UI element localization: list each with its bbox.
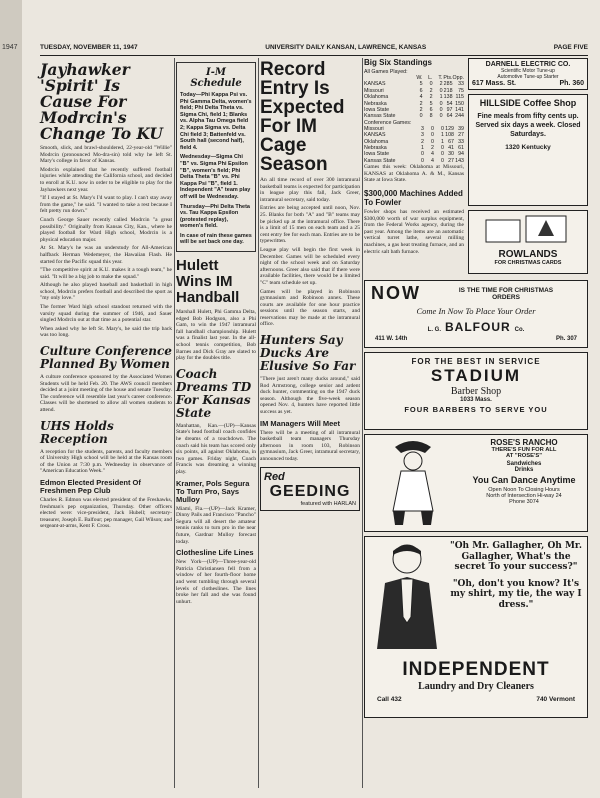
cell: 2 bbox=[431, 145, 434, 152]
schedule-title: I-M Schedule bbox=[190, 67, 242, 89]
cell: 218 bbox=[443, 87, 453, 94]
tie-icon bbox=[401, 579, 413, 623]
schedule-item: In case of rain these games will be set back one day. bbox=[180, 232, 252, 246]
independent-address: 740 Vermont bbox=[536, 696, 575, 703]
cell: 143 bbox=[455, 157, 464, 164]
stadium-name: STADIUM bbox=[430, 366, 522, 385]
col-head: W. bbox=[416, 75, 423, 81]
article-text: Marshall Hulett, Phi Gamma Delta, edged Bob Hodgson, also a Phi Gam, to win the 1947 intramural fall handball championship. Hulett was a finalist last year. In the all-school tennis competition, Bob Barnes and Dick Gray are slated to play for the doubles title. bbox=[176, 309, 256, 362]
right-ads bbox=[468, 58, 588, 278]
cell: 27 bbox=[448, 157, 454, 164]
team-name: Missouri bbox=[364, 87, 384, 94]
article-text: Although he also played baseball and basketball in high school, Modrcin prefers football and described the sport as "my only love." bbox=[40, 282, 172, 302]
cell: 8 bbox=[429, 113, 433, 120]
independent-name: INDEPENDENT bbox=[402, 659, 550, 680]
cell: 115 bbox=[455, 94, 464, 101]
cell: 33 bbox=[458, 81, 464, 88]
team-name: KANSAS bbox=[364, 132, 386, 139]
cell: 3 bbox=[421, 125, 424, 132]
cell: 1 bbox=[441, 138, 444, 145]
cell: 1 bbox=[439, 94, 443, 101]
article-text: Charles R. Edmon was elected president of the Freshawks, freshman's pep organization, Thursday. Other officers elected were: vice-president, Jack Hubell; secretary-treasurer, Joseph E. Balfour; pep manager, Gail Wilson; and sergeant-at-arms, Kent F. Cross. bbox=[40, 496, 172, 530]
column-3 bbox=[260, 58, 360, 511]
schedule-item: Wednesday—Sigma Chi "B" vs. Sigma Phi Epsilon "B", women's field; Phi Delta Theta "B" vs. Phi Kappa Psi "B", field 1. Independent "A" team play off will be Wednesday. bbox=[180, 154, 251, 200]
rowlands-sub: FOR CHRISTMAS CARDS bbox=[494, 260, 562, 266]
team-name: Iowa State bbox=[364, 151, 390, 158]
article-text: "If I stayed at St. Mary's I'd want to play. I can't stay away from the game," he said. "I wanted to take a rest because I felt pretty run down." bbox=[40, 195, 172, 215]
headline-uhs: UHS Holds Reception bbox=[40, 418, 114, 446]
article-text: New York—(UP)—Three-year-old Patricia Christiansen fell from a window of her fourth-floor home and went tumbling through several levels of clotheslines. The lines broke her fall and she was found unhurt. bbox=[176, 559, 256, 605]
headline-hunters: Hunters Say Ducks Are Elusive So Far bbox=[260, 333, 356, 374]
ad-rowlands bbox=[468, 210, 588, 274]
headline-modrcin: Jayhawker 'Spirit' Is Cause For Modrcin's Change To KU bbox=[40, 60, 163, 143]
independent-call: Call 432 bbox=[377, 696, 402, 703]
cell: 75 bbox=[458, 87, 464, 94]
cell: 0 bbox=[421, 157, 424, 164]
roses-item: Drinks bbox=[514, 467, 534, 473]
rowlands-name: ROWLANDS bbox=[498, 249, 558, 260]
cell: 6 bbox=[419, 87, 423, 94]
darnell-name: DARNELL ELECTRIC CO. bbox=[485, 61, 571, 68]
cell: 0 bbox=[419, 113, 423, 120]
team-name: Kansas State bbox=[364, 157, 396, 164]
im-schedule-box bbox=[176, 62, 256, 252]
boots-shape bbox=[393, 511, 433, 525]
cell: 5 bbox=[419, 81, 423, 88]
article-text: League play will begin the first week in December. Games will be scheduled every night of the school week and on Saturday afternoons. Greer also said that if there were available facilities, there would be a limited "C" team schedule set up. bbox=[260, 246, 360, 286]
article-text: Fowler shops has received an estimated $300,000 worth of war surplus equipment, from the Federal Works agency, during the past year. Among the items are an automatic vertical turret lathe, several milling machines, a gas heat treating furnace, and an electric salt bath furnace. bbox=[364, 209, 464, 255]
cell: 108 bbox=[445, 132, 454, 139]
christmas-card-drawing bbox=[472, 214, 584, 244]
ad-independent bbox=[364, 536, 588, 718]
ad-balfour bbox=[364, 280, 588, 348]
man-in-suit-illustration bbox=[365, 537, 449, 655]
cell: 64 bbox=[446, 113, 453, 120]
article-text: When asked why he left St. Mary's, he said the trip back was too long. bbox=[40, 325, 172, 339]
header-rule bbox=[40, 55, 588, 56]
article-text: An all time record of over 300 intramural basketball teams is expected for participation in league play this fall, Jack Greer, intramural secretary, said today. bbox=[260, 177, 360, 203]
balfour-address: 411 W. 14th bbox=[375, 336, 408, 342]
hillside-address: 1320 Kentucky bbox=[505, 144, 551, 151]
column-2 bbox=[176, 58, 256, 607]
cell: 94 bbox=[458, 151, 464, 158]
article-text: Coach George Sauer recently called Modrcin "a great possibility." Originally from Kansas City, Kan., where he played football for Ward High school, Modrcin is a physical education major. bbox=[40, 216, 172, 243]
balfour-lg: L. G. bbox=[427, 327, 441, 333]
cell: 0 bbox=[441, 145, 444, 152]
column-rule bbox=[258, 58, 259, 788]
team-name: Oklahoma bbox=[364, 138, 389, 145]
cell: 2 bbox=[429, 87, 433, 94]
card-shape bbox=[486, 220, 520, 242]
stadium-bottom: FOUR BARBERS TO SERVE YOU bbox=[404, 405, 548, 414]
column-4 bbox=[364, 58, 588, 722]
cell: 2 bbox=[421, 138, 424, 145]
col-head: Pts. bbox=[443, 75, 453, 81]
balfour-contact bbox=[365, 336, 587, 342]
cell: 61 bbox=[458, 145, 464, 152]
cell: 3 bbox=[421, 132, 424, 139]
cell: 138 bbox=[443, 94, 453, 101]
cell: 39 bbox=[458, 125, 464, 132]
roses-item: Sandwiches bbox=[506, 461, 542, 467]
balfour-phone: Ph. 307 bbox=[555, 336, 577, 342]
schedule-item: Thursday—Phi Delta Theta vs. Tau Kappa Epsilon (protested replay), women's field. bbox=[180, 203, 250, 230]
headline-edmon: Edmon Elected President Of Freshmen Pep Club bbox=[40, 477, 141, 495]
darnell-address: 617 Mass. St. bbox=[472, 80, 516, 87]
balfour-script: Come In Now To Place Your Order bbox=[416, 306, 536, 316]
roses-name: ROSE'S RANCHO bbox=[490, 438, 558, 447]
ad-stadium bbox=[364, 352, 588, 430]
team-name: Kansas State bbox=[364, 113, 396, 120]
article-text: Entries are being accepted until noon, Nov. 25. Blanks for both "A" and "B" teams may be picked up at the intramural office. There is a limit of 15 men on each team and a 25 cent entry fee for each man. Entries are to be typewritten. bbox=[260, 205, 360, 245]
independent-contact bbox=[365, 692, 587, 703]
headline-managers: IM Managers Will Meet bbox=[260, 418, 340, 428]
standings-table-conf bbox=[364, 126, 464, 164]
team-name: Missouri bbox=[364, 125, 384, 132]
balfour-name: BALFOUR bbox=[445, 320, 511, 334]
cell: 2 bbox=[429, 94, 433, 101]
col-head: Opp. bbox=[452, 75, 464, 81]
cell: 2 bbox=[419, 107, 423, 114]
darnell-sub: Automotive Tune-up Starter bbox=[497, 74, 559, 80]
independent-sub: Laundry and Dry Cleaners bbox=[418, 681, 534, 692]
roses-dance: You Can Dance Anytime bbox=[472, 475, 576, 485]
ad-red-geeding bbox=[260, 467, 360, 511]
hillside-title: HILLSIDE Coffee Shop bbox=[479, 98, 577, 108]
schedule-item: Today—Phi Kappa Psi vs. Phi Gamma Delta, women's field; Phi Delta Theta vs. Sigma Chi, field 1; Blanks vs. Alpha Tau Omega field 2; Kappa Sigma vs. Delta Chi field 3; Battenfeld vs. South hall (second half), field 4. bbox=[180, 92, 252, 151]
edge-year: 1947 bbox=[2, 44, 18, 51]
cell: 2 bbox=[419, 100, 423, 107]
body-shape bbox=[393, 471, 433, 511]
cell: 0 bbox=[439, 107, 443, 114]
cell: 1 bbox=[441, 132, 444, 139]
col-head: L. bbox=[428, 75, 433, 81]
cell: 2 bbox=[439, 81, 443, 88]
cell: 244 bbox=[455, 113, 464, 120]
article-text: At St. Mary's he was an understudy for All-American halfback Herman Wedemeyer, the Hawaiian Flash. He started for the Pacific squad this year. bbox=[40, 245, 172, 265]
article-text: Games will be played in Robinson gymnasium and Robinson annex. These courts are available for one hour practice sessions until the season starts, and reservations may be made at the intramural office. bbox=[260, 288, 360, 328]
roses-hours: Open Noon To Closing Hours bbox=[488, 487, 560, 493]
cell: 6 bbox=[429, 107, 433, 114]
independent-quote: "Oh Mr. Gallagher, Oh Mr. Gallagher, What's the secret To your success?" bbox=[450, 541, 582, 572]
cell: 41 bbox=[448, 145, 454, 152]
cell: 0 bbox=[429, 81, 433, 88]
cell: 30 bbox=[448, 151, 454, 158]
article-text: A culture conference sponsored by the Associated Women Students will be held Feb. 20. The AWS council members decided at a joint meeting of the house and senate Tuesday. The conference will resemble last year's career conference. Classes will be shortened to allow all women students to attend. bbox=[40, 374, 172, 413]
top-row bbox=[364, 58, 588, 278]
header-paper: UNIVERSITY DAILY KANSAN, LAWRENCE, KANSAS bbox=[265, 44, 427, 51]
article-text: "There just aren't many ducks around," said Rod Armstrong, college senior and ardent duck hunter, commenting on the 1947 duck season. Although the five-week season opened Nov. 4, hunters have reported little success as yet. bbox=[260, 376, 360, 416]
cell: 150 bbox=[455, 100, 464, 107]
darnell-phone: Ph. 360 bbox=[559, 80, 584, 87]
cell: 129 bbox=[445, 125, 454, 132]
article-text: Miami, Fla.—(UP)—Jack Kramer, Dinny Pails and Francisco "Pancho" Segura will all desert the amateur tennis ranks to turn pro in the near future, Gardnar Mulloy forecast today. bbox=[176, 505, 256, 545]
headline-coach: Coach Dreams TD For Kansas State bbox=[176, 366, 252, 420]
roses-phone: Phone 3074 bbox=[509, 499, 539, 505]
cell: 0 bbox=[441, 151, 444, 158]
hillside-body: Fine meals from fifty cents up. Served six days a week. Closed Saturdays. bbox=[475, 113, 581, 138]
article-text: Manhattan, Kan.—(UP)—Kansas State's head football coach confides he dreams of a touchdown. The coach said his team has scored only six points, all against Oklahoma, in two games. Friday night, Coach Francis was dreaming a winning play. bbox=[176, 422, 256, 475]
darnell-sub: Scientific Motor Tune-up bbox=[501, 68, 555, 74]
cell: 67 bbox=[448, 138, 454, 145]
standings-subhead: All Games Played: bbox=[364, 69, 408, 75]
cell: 5 bbox=[429, 100, 433, 107]
headline-record-entry: Record Entry Is Expected For IM Cage Season bbox=[260, 59, 345, 175]
header-date: TUESDAY, NOVEMBER 11, 1947 bbox=[40, 44, 138, 51]
hat-icon bbox=[395, 441, 431, 453]
ad-red-label: Red bbox=[264, 470, 285, 483]
stadium-shop: Barber Shop bbox=[450, 386, 502, 397]
team-name: Oklahoma bbox=[364, 94, 389, 101]
independent-quote: "Oh, don't you know? It's my shirt, my tie, the way I dress." bbox=[450, 578, 582, 610]
article-text: There will be a meeting of all intramural basketball team managers Thursday afternoon in room 103, Robinson gymnasium, Jack Greer, intramural secretary, announced today. bbox=[260, 429, 360, 462]
cell: 4 bbox=[419, 94, 423, 101]
article-text: A reception for the students, parents, and faculty members of University High school will be held at the Kansas room of the Union at 7:30 p.m. Wednesday in observance of "American Education Week." bbox=[40, 448, 172, 475]
cell: 0 bbox=[441, 157, 444, 164]
team-name: Nebraska bbox=[364, 100, 387, 107]
headline-kramer: Kramer, Pols Segura To Turn Pro, Says Mulloy bbox=[176, 478, 250, 504]
cell: 0 bbox=[441, 125, 444, 132]
headline-culture: Culture Conference Planned By Women bbox=[40, 344, 172, 372]
cell: 54 bbox=[446, 100, 453, 107]
cell: 4 bbox=[431, 157, 434, 164]
cell: 0 bbox=[439, 100, 443, 107]
ad-roses-rancho bbox=[364, 434, 588, 532]
cell: 1 bbox=[421, 145, 424, 152]
cell: 27 bbox=[458, 132, 464, 139]
ad-hillside bbox=[468, 94, 588, 206]
cell: 33 bbox=[458, 138, 464, 145]
balfour-now: NOW bbox=[371, 283, 421, 303]
standings-block bbox=[364, 58, 464, 278]
standings-note: Games this week: Oklahoma at Missouri, KANSAS at Oklahoma A. & M., Kansas State at Iowa State. bbox=[364, 164, 464, 184]
article-text: Modrcin explained that he recently suffered football injuries while attending the California school, and decided to enroll at K.U. now in order to be eligible to play for the Jayhawkers next year. bbox=[40, 166, 172, 193]
balfour-time: IS THE TIME FOR CHRISTMAS ORDERS bbox=[458, 286, 554, 301]
headline-hulett: Hulett Wins IM Handball bbox=[176, 257, 240, 307]
scan-edge bbox=[0, 0, 22, 798]
cell: 141 bbox=[455, 107, 464, 114]
ad-darnell bbox=[468, 58, 588, 90]
roses-location: North of Intersection Hi-way 24 bbox=[486, 493, 562, 499]
standings-table-all bbox=[364, 75, 464, 120]
column-1 bbox=[40, 58, 172, 532]
roses-line: THERE'S FUN FOR ALL bbox=[491, 447, 557, 453]
team-name: Nebraska bbox=[364, 145, 387, 152]
header-page: PAGE FIVE bbox=[553, 44, 588, 51]
cell: 285 bbox=[443, 81, 453, 88]
col-head: T. bbox=[438, 75, 443, 81]
ad-geeding-name: GEEDING bbox=[269, 482, 351, 500]
ad-featured: featured with HARLAN bbox=[300, 500, 356, 507]
team-name: KANSAS bbox=[364, 81, 386, 88]
cell: 0 bbox=[431, 138, 434, 145]
cell: 0 bbox=[439, 113, 443, 120]
standings-title: Big Six Standings bbox=[364, 58, 433, 67]
page-header bbox=[40, 44, 588, 54]
cell: 0 bbox=[431, 125, 434, 132]
cell: 4 bbox=[431, 151, 434, 158]
cell: 0 bbox=[439, 87, 443, 94]
article-text: "The competitive spirit at K.U. makes it a tough team," he said. "It will be a big job to make the squad." bbox=[40, 267, 172, 280]
article-text: Smooth, slick, and brawl-shouldered, 22-year-old "Willie" Modrcin (pronounced Mo-dra-sin) told why he left St. Mary's college in favor of Kansas. bbox=[40, 145, 172, 165]
standings-subhead: Conference Games: bbox=[364, 119, 412, 126]
team-name: Iowa State bbox=[364, 107, 390, 114]
cowgirl-illustration bbox=[365, 435, 461, 527]
darnell-contact bbox=[472, 80, 584, 87]
cell: 0 bbox=[421, 151, 424, 158]
face-shape bbox=[404, 452, 422, 470]
stadium-address: 1033 Mass. bbox=[460, 397, 492, 403]
stadium-top: FOR THE BEST IN SERVICE bbox=[411, 357, 541, 366]
roses-line: AT "ROSE'S" bbox=[505, 453, 543, 459]
column-rule bbox=[174, 58, 175, 788]
balfour-co: Co. bbox=[514, 327, 525, 333]
cell: 97 bbox=[446, 107, 453, 114]
column-rule bbox=[362, 58, 363, 788]
headline-clothesline: Clothesline Life Lines bbox=[176, 548, 254, 558]
cell: 0 bbox=[431, 132, 434, 139]
article-text: The former Ward high school standout returned with the varsity squad during the summer of 1946, and Sauer singled Modrcin out at that time as a potential star. bbox=[40, 304, 172, 324]
headline-fowler: $300,000 Machines Added To Fowler bbox=[364, 189, 463, 208]
